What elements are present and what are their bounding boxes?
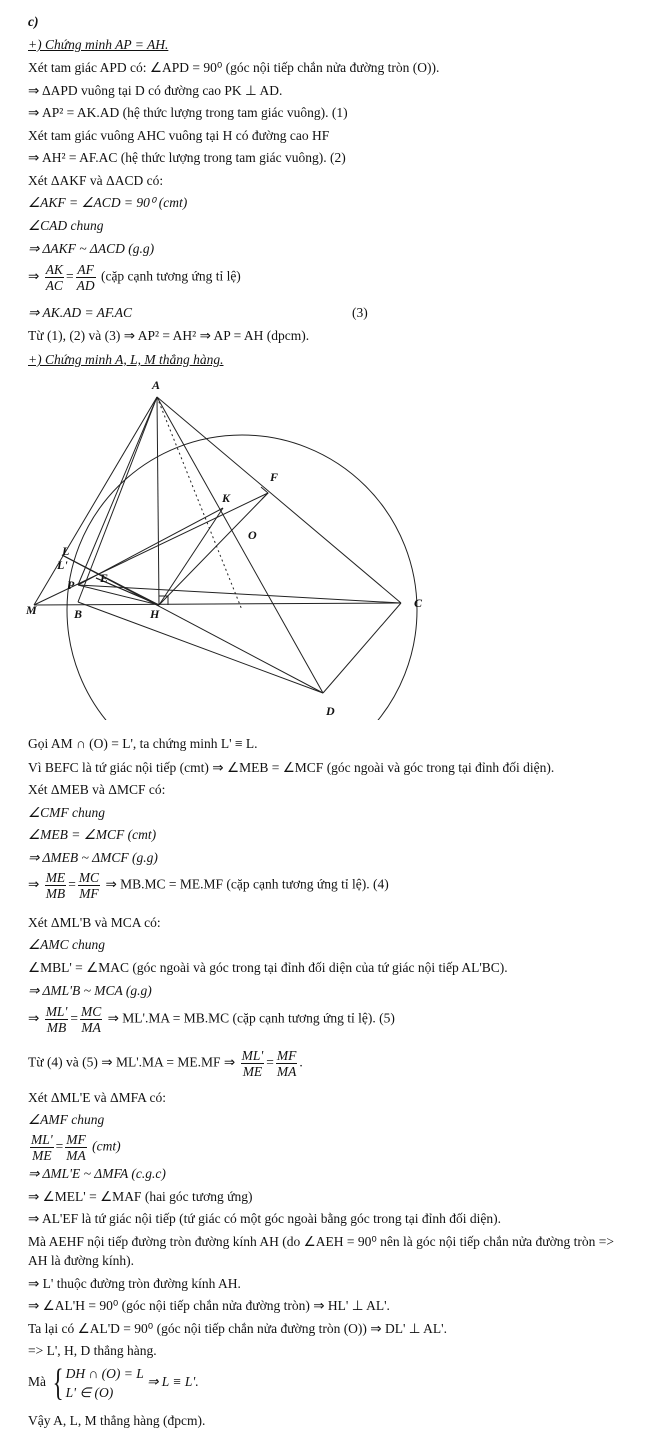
- segment-dc: [323, 603, 401, 693]
- text-line: ⇒ ΔML'B ~ MCA (g.g): [28, 983, 152, 998]
- fraction: [80, 1004, 102, 1035]
- part-label: c): [28, 14, 39, 29]
- fraction: [241, 1048, 265, 1079]
- fraction: [45, 262, 64, 293]
- circle-o: [67, 435, 417, 720]
- fraction: [276, 1048, 298, 1079]
- text-line: ⇒ AP² = AK.AD (hệ thức lượng trong tam giác vuông). (1): [28, 105, 348, 120]
- segment-ah: [157, 397, 159, 605]
- segment-ac: [157, 397, 401, 603]
- denominator: ME: [32, 1148, 52, 1163]
- text-line: Mà AEHF nội tiếp đường tròn đường kính AH (do ∠AEH = 90⁰ nên là góc nội tiếp chắn nửa đường tròn =>: [28, 1234, 614, 1249]
- fraction: [78, 870, 100, 901]
- text-line: ∠MEB = ∠MCF (cmt): [28, 827, 157, 842]
- text-line: Xét ΔAKF và ΔACD có:: [28, 173, 164, 188]
- label-l: L: [62, 544, 70, 558]
- text-line: ⇒ ΔAPD vuông tại D có đường cao PK ⊥ AD.: [28, 83, 283, 98]
- text-line: ⇒ AH² = AF.AC (hệ thức lượng trong tam giác vuông). (2): [28, 150, 346, 165]
- text: ⇒: [28, 1010, 40, 1026]
- segment-ab: [78, 397, 157, 602]
- text-line: Ta lại có ∠AL'D = 90⁰ (góc nội tiếp chắn nửa đường tròn (O)) ⇒ DL' ⊥ AL'.: [28, 1321, 447, 1336]
- denominator: AC: [45, 278, 63, 293]
- numerator: AF: [77, 262, 94, 277]
- system-line-1: DH ∩ (O) = L: [65, 1366, 144, 1381]
- segment-hf: [159, 493, 268, 605]
- text: .: [299, 1054, 303, 1070]
- equation-system: [66, 1364, 144, 1402]
- text: ⇒ ML'.MA = MB.MC (cặp cạnh tương ứng tỉ lệ). (5): [107, 1010, 395, 1026]
- fraction: [65, 1132, 87, 1163]
- text-line: ⇒ ∠MEL' = ∠MAF (hai góc tương ứng): [28, 1189, 253, 1204]
- text: ⇒: [28, 268, 40, 284]
- text: ⇒ L ≡ L'.: [147, 1374, 199, 1390]
- label-b: B: [74, 607, 83, 621]
- section-heading-2: +) Chứng minh A, L, M thẳng hàng.: [28, 352, 224, 367]
- numerator: MC: [78, 870, 100, 885]
- text-line: ⇒ AK.AD = AF.AC: [28, 305, 133, 320]
- fraction: [45, 1004, 69, 1035]
- text: ⇒ MB.MC = ME.MF (cặp cạnh tương ứng tỉ lệ). (4): [105, 876, 389, 892]
- numerator: AK: [45, 262, 63, 277]
- section-heading-1: +) Chứng minh AP = AH.: [28, 37, 169, 52]
- text-line: Xét ΔML'E và ΔMFA có:: [28, 1090, 167, 1105]
- fraction-line: Từ (4) và (5) ⇒ ML'.MA = ME.MF ⇒ $\frac{ML'}{ME}$ = $\frac{MF}{MA}$ .: [28, 1048, 303, 1079]
- numerator: ML': [241, 1048, 264, 1063]
- denominator: MA: [276, 1064, 297, 1079]
- label-p: P: [67, 578, 75, 592]
- text-line: ⇒ ΔMEB ~ ΔMCF (g.g): [28, 850, 158, 865]
- text-line: ⇒ AL'EF là tứ giác nội tiếp (tứ giác có một góc ngoài bằng góc trong tại đỉnh đối diện).: [28, 1211, 502, 1226]
- segment-lh: [62, 555, 159, 605]
- text-line: ∠AMC chung: [28, 937, 105, 952]
- fraction-line: ⇒ $\frac{ML'}{MB}$ = $\frac{MC}{MA}$ ⇒ ML'.MA = MB.MC (cặp cạnh tương ứng tỉ lệ). (5): [28, 1004, 395, 1035]
- segment-am: [34, 397, 157, 605]
- text-line: ∠CAD chung: [28, 218, 104, 233]
- text-line: ⇒ ΔML'E ~ ΔMFA (c.g.c): [28, 1166, 166, 1181]
- text: (cmt): [92, 1138, 121, 1154]
- text-line: ∠CMF chung: [28, 805, 105, 820]
- text-line: Xét ΔMEB và ΔMCF có:: [28, 782, 166, 797]
- text-line: AH là đường kính).: [28, 1253, 134, 1268]
- text-line: Xét ΔML'B và MCA có:: [28, 915, 161, 930]
- numerator: ML': [31, 1132, 53, 1147]
- label-a: A: [152, 378, 161, 392]
- segment-mc: [34, 603, 401, 605]
- brace-symbol: {: [53, 1362, 64, 1404]
- label-e: E: [100, 571, 109, 585]
- fraction-line: ⇒ $\frac{AK}{AC}$ = $\frac{AF}{AD}$ (cặp cạnh tương ứng tỉ lệ): [28, 262, 241, 293]
- fraction: [30, 1132, 54, 1163]
- text-line: ∠AKF = ∠ACD = 90⁰ (cmt): [28, 195, 188, 210]
- numerator: MF: [276, 1048, 297, 1063]
- text: ⇒: [28, 876, 40, 892]
- numerator: ML': [45, 1004, 68, 1019]
- label-l-prime: L': [57, 558, 68, 572]
- denominator: MF: [79, 886, 99, 901]
- text: (cặp cạnh tương ứng tỉ lệ): [100, 268, 241, 284]
- text-line: ⇒ L' thuộc đường tròn đường kính AH.: [28, 1276, 241, 1291]
- numerator: MF: [66, 1132, 86, 1147]
- system-line-2: L' ∈ (O): [65, 1385, 114, 1400]
- equation-number: (3): [352, 305, 368, 320]
- text-line: ∠AMF chung: [28, 1112, 105, 1127]
- text-line: ⇒ ∠AL'H = 90⁰ (góc nội tiếp chắn nửa đường tròn) ⇒ HL' ⊥ AL'.: [28, 1298, 390, 1313]
- text-line: => L', H, D thẳng hàng.: [28, 1343, 157, 1358]
- fraction-line: ⇒ $\frac{ME}{MB}$ = $\frac{MC}{MF}$ ⇒ MB.MC = ME.MF (cặp cạnh tương ứng tỉ lệ). (4): [28, 870, 389, 901]
- system-line: [28, 1364, 199, 1402]
- label-f: F: [270, 470, 279, 484]
- label-o: O: [248, 528, 257, 542]
- text-line: Vì BEFC là tứ giác nội tiếp (cmt) ⇒ ∠MEB = ∠MCF (góc ngoài và góc trong tại đỉnh đối diện).: [28, 760, 555, 775]
- label-d: D: [326, 704, 335, 718]
- label-k: K: [222, 491, 231, 505]
- label-m: M: [26, 603, 37, 617]
- label-c: C: [414, 596, 423, 610]
- conclusion-line: Vậy A, L, M thẳng hàng (đpcm).: [28, 1413, 206, 1428]
- denominator: MB: [45, 886, 66, 901]
- fraction-line: $\frac{ML'}{ME}$ = $\frac{MF}{MA}$ (cmt): [31, 1132, 121, 1163]
- geometry-figure: [20, 375, 440, 720]
- denominator: MB: [46, 1020, 67, 1035]
- segment-db: [78, 602, 323, 693]
- segment-ap: [78, 397, 157, 585]
- text-line: Từ (1), (2) và (3) ⇒ AP² = AH² ⇒ AP = AH (dpcm).: [28, 328, 310, 343]
- denominator: AD: [76, 278, 95, 293]
- text-line: Xét tam giác vuông AHC vuông tại H có đường cao HF: [28, 128, 330, 143]
- text: Mà: [28, 1374, 46, 1390]
- text-line: Gọi AM ∩ (O) = L', ta chứng minh L' ≡ L.: [28, 736, 258, 751]
- fraction: [45, 870, 67, 901]
- text-line: ⇒ ΔAKF ~ ΔACD (g.g): [28, 241, 155, 256]
- denominator: MA: [81, 1020, 101, 1035]
- text-line: Xét tam giác APD có: ∠APD = 90⁰ (góc nội tiếp chắn nửa đường tròn (O)).: [28, 60, 440, 75]
- denominator: MA: [66, 1148, 86, 1163]
- text: Từ (4) và (5) ⇒ ML'.MA = ME.MF ⇒: [28, 1054, 236, 1070]
- denominator: ME: [242, 1064, 263, 1079]
- label-h: H: [150, 607, 160, 621]
- numerator: ME: [45, 870, 66, 885]
- fraction: [76, 262, 96, 293]
- text-line: ∠MBL' = ∠MAC (góc ngoài và góc trong tại đỉnh đối diện của tứ giác nội tiếp AL'BC).: [28, 960, 508, 975]
- numerator: MC: [80, 1004, 102, 1019]
